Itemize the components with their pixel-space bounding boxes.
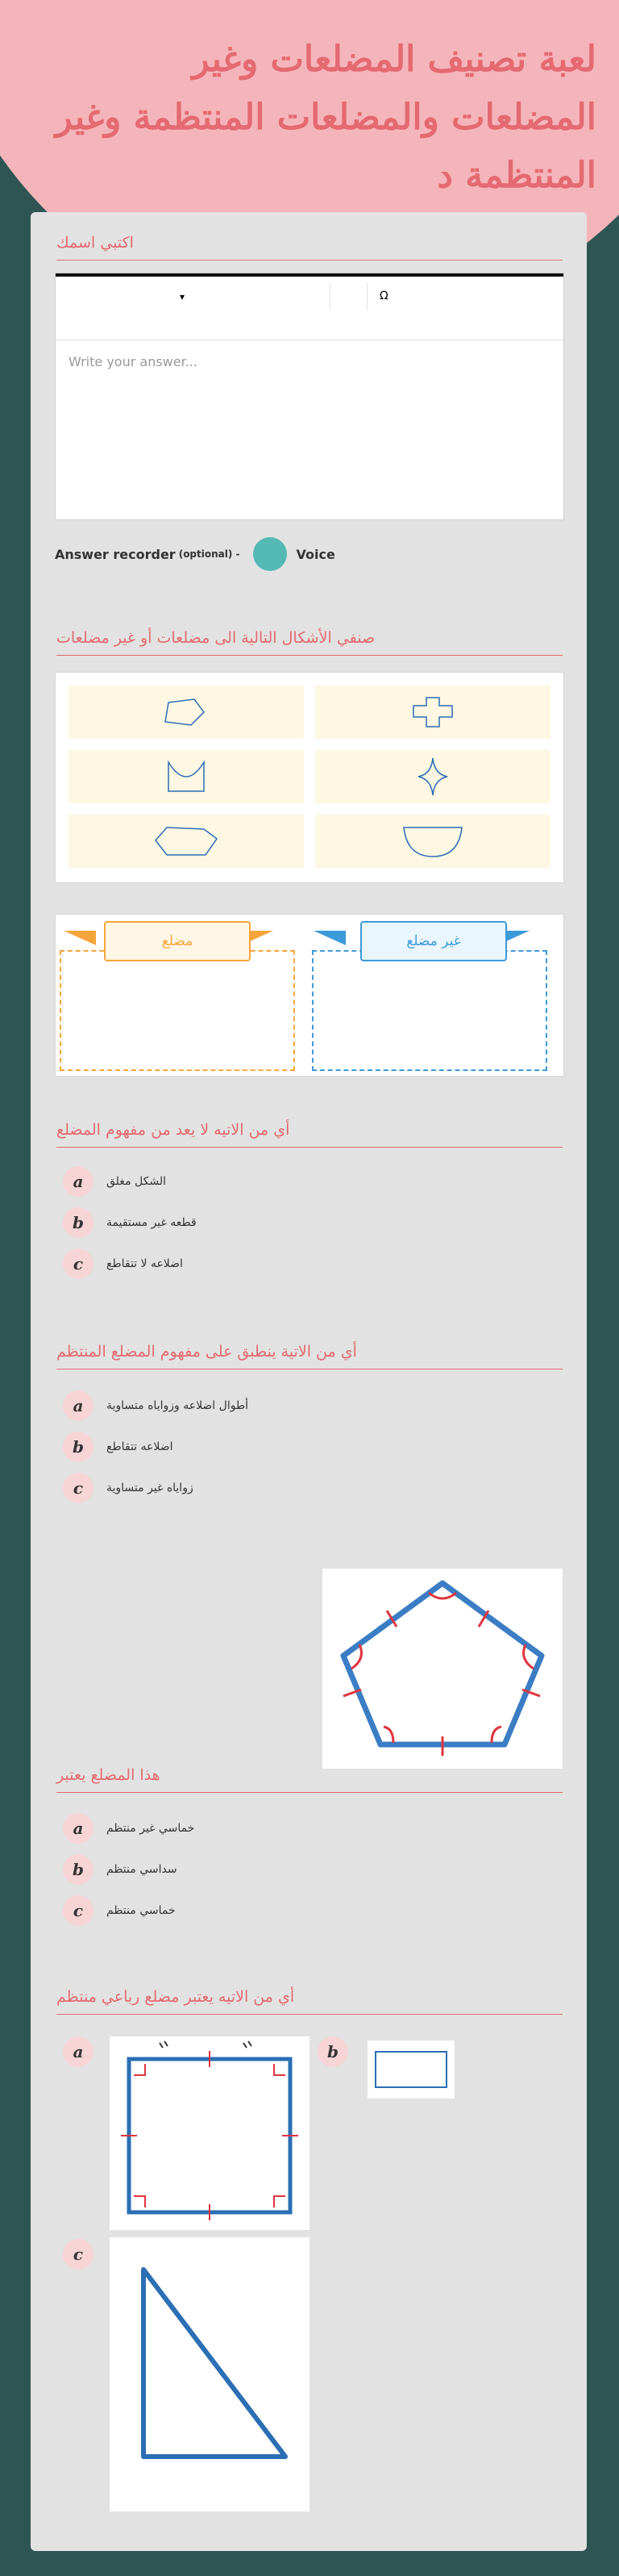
option-badge: a [63,1166,93,1197]
option-text: زواياه غير متساوية [106,1482,193,1494]
option-text: أطوال اضلاعه وزواياه متساوية [106,1399,248,1412]
q4-option-c[interactable] [63,2239,93,2270]
answer-placeholder[interactable]: Write your answer... [69,354,197,369]
option-badge: a [63,2036,93,2067]
q4-title: أي من الاتيه يعتبر مضلع رباعي منتظم [56,1988,563,2015]
polygon-drop-zone[interactable] [60,950,295,1071]
cup-icon [164,759,209,794]
rectangle-option-image[interactable] [368,2040,455,2099]
option-text: اضلاعه لا تتقاطع [106,1257,183,1270]
star-icon [415,757,451,797]
q2-title: أي من الاتية ينطبق على مفهوم المضلع المنتظم [56,1343,563,1369]
q1-option-b[interactable] [63,1207,197,1238]
editor-toolbar [56,273,563,340]
q3-option-b[interactable] [63,1854,177,1885]
cross-icon [409,694,457,730]
option-badge: b [318,2036,348,2067]
q3-title: هذا المضلع يعتبر [56,1766,563,1793]
non-polygon-drop-zone[interactable] [312,950,547,1071]
option-badge: b [63,1432,93,1462]
q1-title: أي من الاتيه لا يعد من مفهوم المضلع [56,1121,563,1148]
option-text: اضلاعه تتقاطع [106,1440,173,1453]
option-badge: c [63,2239,93,2270]
shape-tile[interactable] [69,750,304,803]
shape-tile[interactable] [69,815,304,868]
q3-option-a[interactable] [63,1813,194,1844]
recorder-optional-label: (optional) - [178,548,240,560]
name-answer-box[interactable] [55,273,564,520]
classify-question-title: صنفي الأشكال التالية الى مضلعات أو غير مضلعات [56,629,563,656]
regular-pentagon-image [322,1569,563,1769]
option-text: الشكل مغلق [106,1175,166,1188]
page-title: لعبة تصنيف المضلعات وغير المضلعات والمضلعات المنتظمة وغير المنتظمة د [55,39,596,196]
voice-label: Voice [296,546,335,562]
q4-option-b[interactable] [318,2036,348,2067]
option-badge: a [63,1813,93,1844]
shape-tile[interactable] [315,815,550,868]
option-text: خماسي غير منتظم [106,1822,195,1835]
q2-option-b[interactable] [63,1432,173,1462]
non-polygon-bin-label: غير مضلع [360,921,507,961]
option-text: خماسي منتظم [106,1904,176,1917]
q4-option-a[interactable] [63,2036,93,2067]
sort-bins [55,914,564,1077]
square-option-image[interactable] [110,2036,310,2230]
hexagon-icon [152,823,220,860]
option-badge: a [63,1390,93,1421]
recorder-label: Answer recorder [55,546,176,562]
triangle-option-image[interactable] [110,2237,310,2511]
polygon-bin-label: مضلع [104,921,251,961]
q1-option-c[interactable] [63,1248,183,1279]
record-voice-button[interactable] [253,537,287,571]
option-text: قطعه غير مستقيمة [106,1216,197,1229]
q3-option-c[interactable] [63,1895,176,1926]
pentagon-icon [162,696,210,728]
option-text: سداسي منتظم [106,1863,177,1876]
banner-ribbon [64,931,96,945]
shapes-grid [55,672,564,883]
option-badge: b [63,1207,93,1238]
banner-ribbon [314,931,346,945]
answer-recorder [55,536,335,572]
option-badge: c [63,1895,93,1926]
semicircle-icon [399,823,467,860]
shape-tile[interactable] [315,750,550,803]
format-dropdown-icon[interactable]: ▾ [180,291,185,302]
q2-option-c[interactable] [63,1473,193,1503]
option-badge: c [63,1473,93,1503]
q2-option-a[interactable] [63,1390,248,1421]
option-badge: b [63,1854,93,1885]
shape-tile[interactable] [69,686,304,739]
toolbar-divider [367,283,368,311]
name-question-title: اكتبي اسمك [56,234,563,261]
shape-tile[interactable] [315,686,550,739]
special-characters-icon[interactable]: Ω [380,290,388,302]
option-badge: c [63,1248,93,1279]
q1-option-a[interactable] [63,1166,166,1197]
